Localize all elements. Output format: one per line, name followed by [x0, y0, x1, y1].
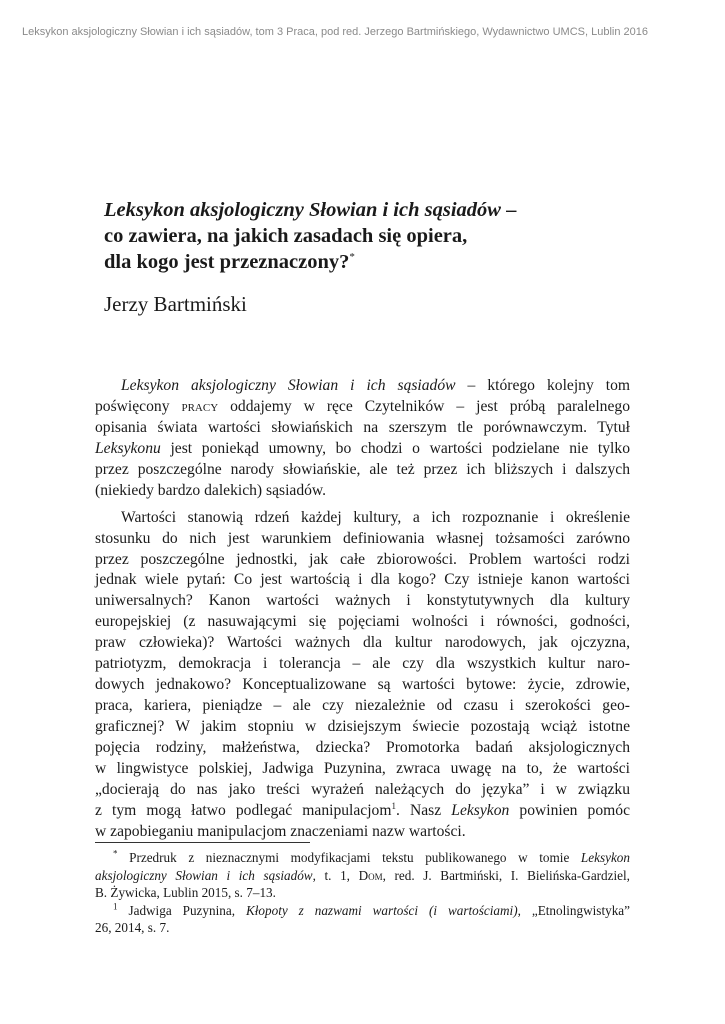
p1-line-2-b: oddajemy w ręce Czytelników – jest próbą paralelnego [218, 397, 630, 415]
footnote-star-mark: * [113, 848, 118, 859]
article-title [104, 197, 644, 275]
p1-line-1-rest: – którego kolejny tom [455, 377, 630, 394]
fn-1-l1-b: , „Etnolingwistyka” [517, 902, 630, 918]
footnote-1-line-2: 26, 2014, s. 7. [95, 920, 170, 936]
leksykon-italic: Leksykon [451, 801, 510, 819]
title-dash: – [500, 199, 517, 221]
footnote-divider [95, 842, 310, 843]
p2-line-16: w zapobieganiu manipulacjom znaczeniami nazw wartości. [95, 822, 466, 840]
fn-star-l2-b: , red. J. Bartmiński, I. Bielińska-Gardziel, [382, 867, 630, 883]
article-body [95, 376, 630, 843]
leksykonu-italic: Leksykonu [95, 439, 161, 457]
p2-line-15-c: powinien pomóc [509, 801, 630, 819]
p2-line-1: Wartości stanowią rdzeń każdej kultury, a ich rozpoznanie i określenie [121, 508, 630, 526]
p1-line-4-rest: jest poniekąd umowny, bo chodzi o wartości podzielane nie tylko [160, 439, 630, 457]
p2-line-13: w lingwistyce polskiej, Jadwiga Puzynina, zwraca uwagę na to, że wartości [95, 759, 630, 777]
footnote-ref-1[interactable]: 1 [391, 800, 396, 811]
footnote-1-mark: 1 [113, 901, 118, 912]
title-line-3-text: dla kogo jest przeznaczony? [104, 251, 350, 273]
lexicon-title-italic: Leksykon aksjologiczny Słowian i ich sąsiadów [121, 377, 456, 394]
fn-1-l1-a: Jadwiga Puzynina, [117, 902, 246, 918]
footnote-1-line-1 [95, 902, 630, 920]
p2-line-15-a: z tym mogą łatwo podlegać manipulacjom [95, 801, 392, 819]
p2-line-11: graficznej? W jakim stopniu w dzisiejszym świecie pozostają wciąż istotne [95, 718, 630, 735]
p1-line-4 [95, 439, 630, 460]
p1-line-5: przez poszczególne narody słowiańskie, ale też przez ich bliższych i dalszych [95, 460, 630, 478]
title-line-3 [104, 249, 644, 275]
p2-line-7: praw człowieka)? Wartości ważnych dla kultur narodowych, jak ojczyzna, [95, 634, 630, 652]
p2-line-3: przez poszczególne jednostki, jak całe zbiorowości. Problem wartości rodzi [95, 550, 630, 568]
volume-name-smallcaps: pracy [181, 397, 219, 415]
author-name: Jerzy Bartmiński [104, 292, 247, 316]
p2-line-5: uniwersalnych? Kanon wartości ważnych i konstytutywnych dla kultury [95, 592, 630, 610]
p2-line-4: jednak wiele pytań: Co jest wartością i dla kogo? Czy istnieje kanon wartości [95, 571, 630, 589]
p1-line-2 [95, 397, 630, 418]
footnote-star-line-3: B. Żywicka, Lublin 2015, s. 7–13. [95, 885, 276, 901]
footnote-star-line-2 [95, 867, 630, 885]
p2-line-15 [95, 801, 630, 822]
p1-line-1 [95, 376, 630, 397]
running-header: Leksykon aksjologiczny Słowian i ich sąsiadów, tom 3 Praca, pod red. Jerzego Bartmińskiego, Wydawnictwo UMCS, Lublin 2016 [22, 26, 648, 38]
fn-star-volume-smallcaps: Dom [358, 867, 383, 883]
p1-line-3: opisania świata wartości słowiańskich na szerszym tle porównawczym. Tytuł [95, 418, 630, 436]
p1-line-6: (niekiedy bardzo dalekich) sąsiadów. [95, 481, 327, 499]
p2-line-10: praca, kariera, pieniądze – ale czy niezależnie od czasu i szerokości geo- [95, 697, 630, 715]
title-line-1 [104, 197, 644, 223]
p2-line-15-b: . Nasz [396, 801, 452, 819]
p2-line-9: dowych jednakowo? Konceptualizowane są wartości bytowe: życie, zdrowie, [95, 676, 630, 694]
paragraph-2 [95, 508, 630, 843]
p2-line-12: pojęcia rodziny, małżeństwa, dziecka? Promotorka badań aksjologicznych [95, 738, 630, 756]
paragraph-1 [95, 376, 630, 502]
footnotes [95, 849, 630, 937]
p2-line-2: stosunku do nich jest warunkiem definiowania własnej tożsamości zarówno [95, 529, 630, 547]
fn-star-l2-italic: aksjologiczny Słowian i ich sąsiadów [95, 867, 313, 883]
p2-line-6: europejskiej (z nasuwającymi się pojęciami wolności i równości, godności, [95, 613, 630, 631]
fn-1-l1-italic: Kłopoty z nazwami wartości (i wartościami) [245, 902, 518, 918]
title-line-2: co zawiera, na jakich zasadach się opiera, [104, 225, 468, 247]
fn-star-l1-italic: Leksykon [580, 850, 630, 865]
footnote-star-line-1 [95, 849, 630, 867]
p1-line-2-a: poświęcony [95, 397, 182, 415]
p2-line-8: patriotyzm, demokracja i tolerancja – ale czy dla wszystkich kultur naro- [95, 655, 630, 673]
p2-line-14: „docierają do nas jako treści wyrażeń należących do języka” i w związku [95, 780, 630, 798]
fn-star-l2-a: , t. 1, [312, 867, 359, 883]
title-footnote-mark[interactable]: * [349, 251, 355, 264]
fn-star-l1-a: Przedruk z nieznacznymi modyfikacjami tekstu publikowanego w tomie [117, 850, 581, 865]
title-italic-part: Leksykon aksjologiczny Słowian i ich sąsiadów [104, 199, 501, 221]
